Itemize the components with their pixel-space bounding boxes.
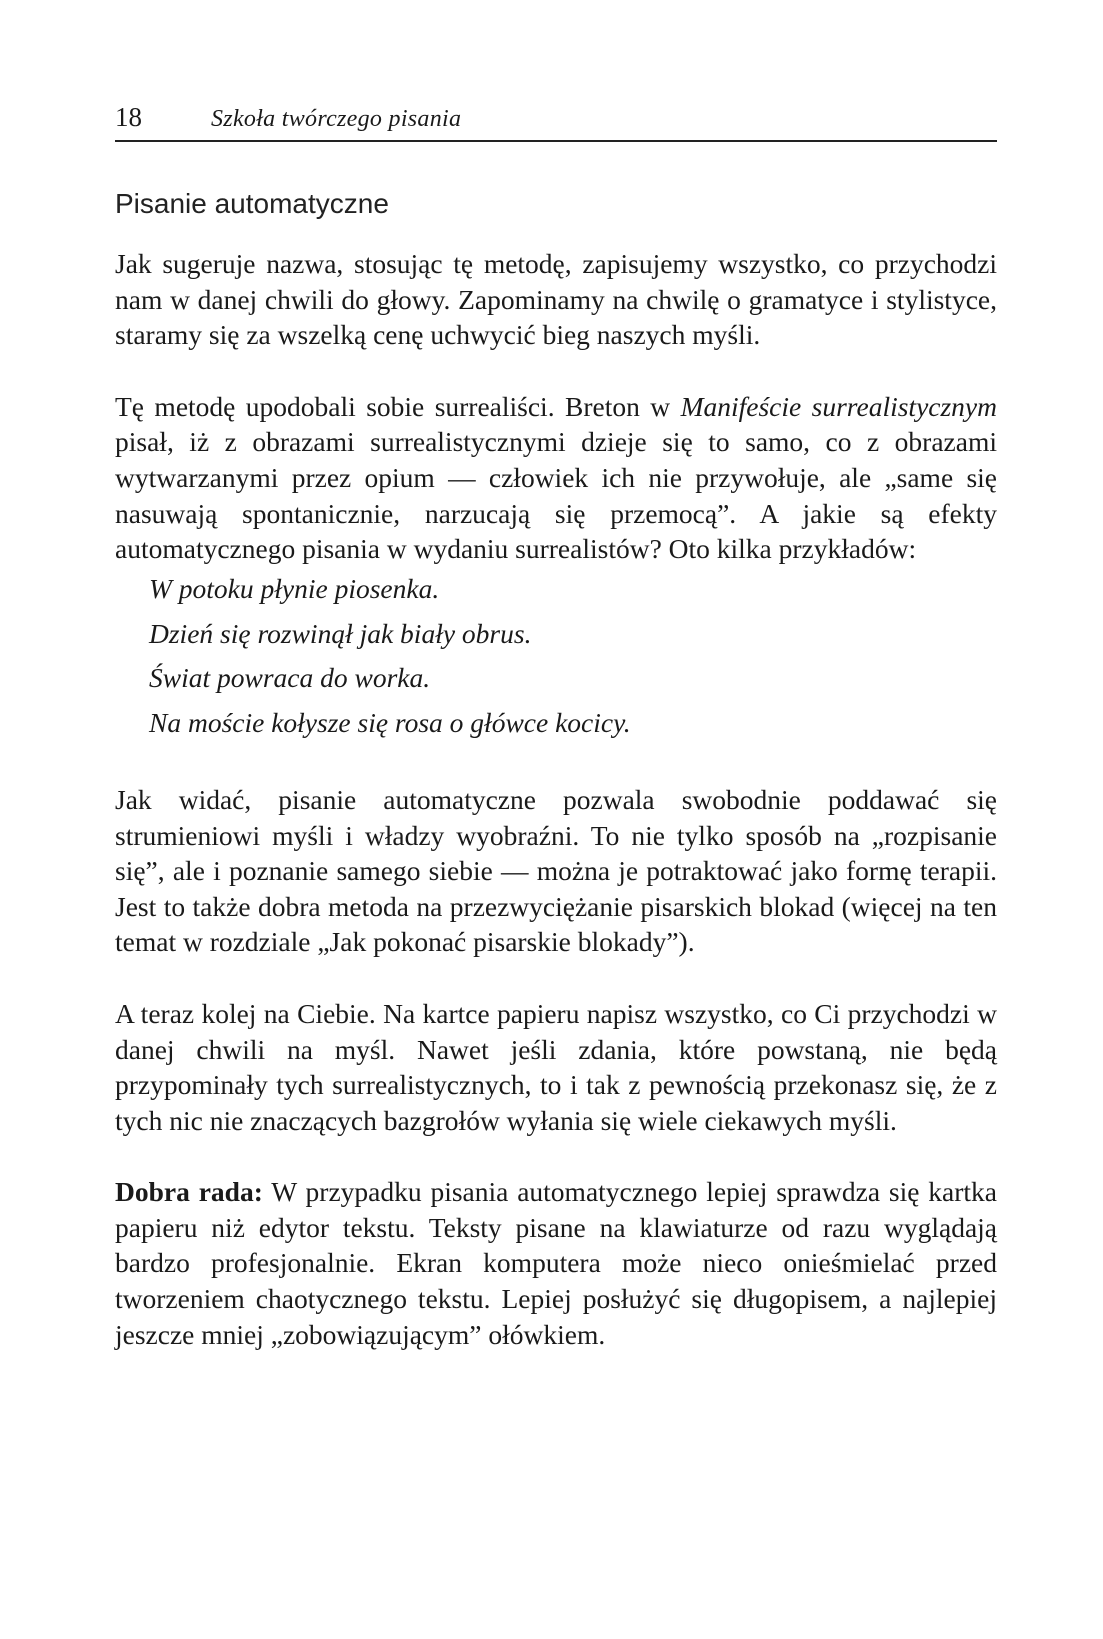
paragraph-exercise: A teraz kolej na Ciebie. Na kartce papieru napisz wszystko, co Ci przychodzi w danej chwili na myśl. Nawet jeśli zdania, które powstaną, nie będą przypominały tych surrealistycznych, to i tak z pewnością przekonasz się, że z tych nic nie znaczących bazgrołów wyłania się wiele ciekawych myśli. xyxy=(115,997,997,1136)
example-line: Świat powraca do worka. xyxy=(149,662,431,694)
example-list xyxy=(115,567,997,746)
tip-label: Dobra rada: xyxy=(115,1176,263,1208)
paragraph-surrealists-text-b: pisał, iż z obrazami surrealistycznymi dzieje się to samo, co z obrazami wytwarzanymi przez opium — człowiek ich nie przywołuje, ale „same się nasuwają spontanicznie, narzucają się przemocą”. A jakie są efekty automatycznego pisania w wydaniu surrealistów? Oto kilka przykładów: xyxy=(115,426,997,565)
section-title: Pisanie automatyczne xyxy=(115,188,389,219)
paragraph-intro: Jak sugeruje nazwa, stosując tę metodę, zapisujemy wszystko, co przychodzi nam w danej chwili do głowy. Zapominamy na chwilę o gramatyce i stylistyce, staramy się za wszelką cenę uchwycić bieg naszych myśli. xyxy=(115,248,997,351)
page-number: 18 xyxy=(115,102,142,132)
body-text xyxy=(115,246,997,1388)
page-header xyxy=(115,100,997,142)
paragraph-surrealists xyxy=(115,389,997,567)
tip-paragraph xyxy=(115,1174,997,1352)
example-line: Na moście kołysze się rosa o główce kocicy. xyxy=(149,707,631,739)
tip-text: W przypadku pisania automatycznego lepiej sprawdza się kartka papieru niż edytor tekstu. Teksty pisane na klawiaturze od razu wyglądają bardzo profesjonalnie. Ekran komputera może nieco onieśmielać przed tworzeniem chaotycznego tekstu. Lepiej posłużyć się długopisem, a najlepiej jeszcze mniej „zobowiązującym” ołówkiem. xyxy=(115,1176,997,1350)
paragraph-surrealists-text-a: Tę metodę upodobali sobie surrealiści. Breton w xyxy=(115,390,681,422)
running-title: Szkoła twórczego pisania xyxy=(211,106,462,132)
example-line: W potoku płynie piosenka. xyxy=(149,572,440,604)
paragraph-conclusion: Jak widać, pisanie automatyczne pozwala swobodnie poddawać się strumieniowi myśli i władzy wyobraźni. To nie tylko sposób na „rozpisanie się”, ale i poznanie samego siebie — można je potraktować jako formę terapii. Jest to także dobra metoda na przezwyciężanie pisarskich blokad (więcej na ten temat w rozdziale „Jak pokonać pisarskie blokady”). xyxy=(115,783,997,958)
book-title: Manifeście surrealistycznym xyxy=(680,390,997,422)
example-line: Dzień się rozwinął jak biały obrus. xyxy=(149,617,532,649)
